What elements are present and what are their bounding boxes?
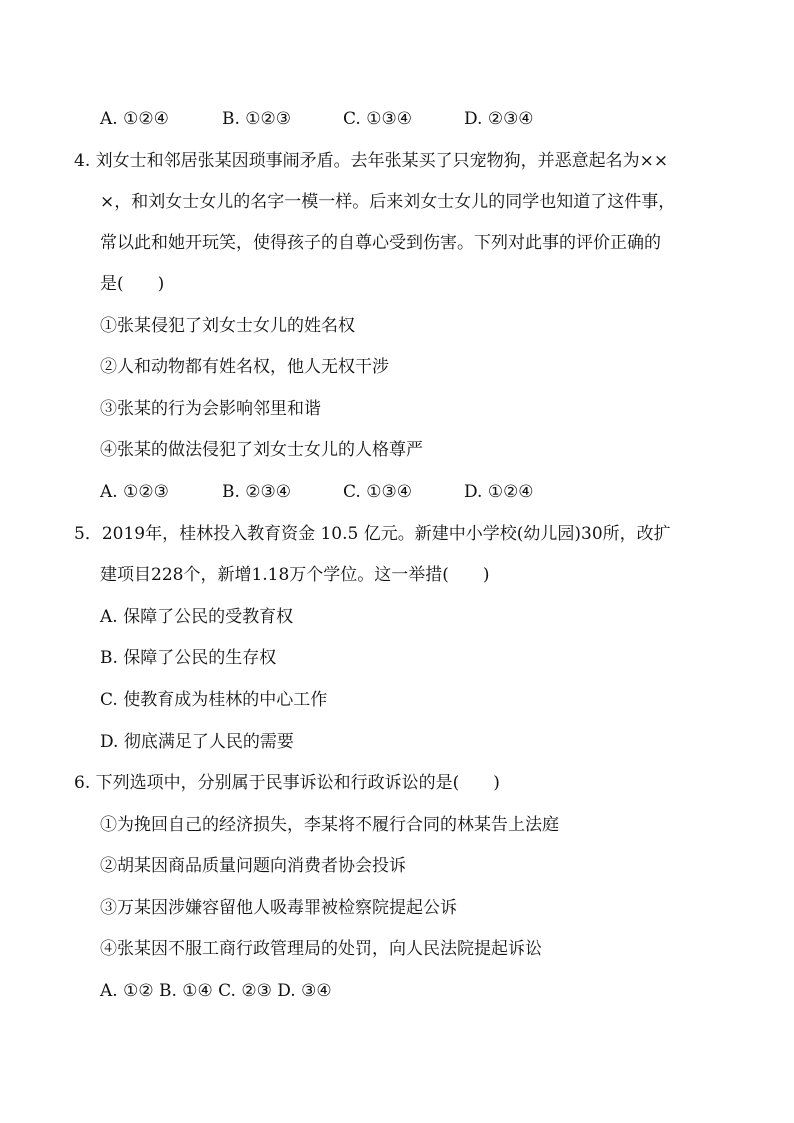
q3-option-a: A. ①②④ (100, 109, 169, 129)
q4-item-4: ④张某的做法侵犯了刘女士女儿的人格尊严 (100, 440, 423, 460)
q4-option-d: D. ①②④ (464, 482, 534, 502)
q6-item-3: ③万某因涉嫌容留他人吸毒罪被检察院提起公诉 (100, 898, 457, 918)
q4-option-c: C. ①③④ (343, 482, 412, 502)
q5-option-a: A. 保障了公民的受教育权 (100, 607, 294, 627)
q4-stem-line-2: ×，和刘女士女儿的名字一模一样。后来刘女士女儿的同学也知道了这件事， (100, 192, 676, 212)
q5-stem-line-2: 建项目228个，新增1.18万个学位。这一举措( ) (100, 565, 490, 585)
q4-stem-line-4: 是( ) (100, 274, 165, 294)
q5-option-b: B. 保障了公民的生存权 (100, 648, 277, 668)
q6-item-2: ②胡某因商品质量问题向消费者协会投诉 (100, 856, 406, 876)
q4-item-1: ①张某侵犯了刘女士女儿的姓名权 (100, 316, 355, 336)
q6-stem-line-1: 6. 下列选项中，分别属于民事诉讼和行政诉讼的是( ) (74, 773, 500, 793)
q3-option-c: C. ①③④ (343, 109, 412, 129)
q5-option-d: D. 彻底满足了人民的需要 (100, 732, 294, 752)
q4-option-a: A. ①②③ (100, 482, 169, 502)
q4-stem-line-3: 常以此和她开玩笑，使得孩子的自尊心受到伤害。下列对此事的评价正确的 (100, 233, 661, 253)
q5-stem-line-1: 5．2019年，桂林投入教育资金 10.5 亿元。新建中小学校(幼儿园)30所，改扩 (74, 524, 671, 544)
q4-item-2: ②人和动物都有姓名权，他人无权干涉 (100, 357, 389, 377)
q3-option-b: B. ①②③ (222, 109, 292, 129)
q6-item-1: ①为挽回自己的经济损失，李某将不履行合同的林某告上法庭 (100, 815, 559, 835)
q4-stem-line-1: 4. 刘女士和邻居张某因琐事闹矛盾。去年张某买了只宠物狗，并恶意起名为×× (74, 151, 669, 171)
q4-option-b: B. ②③④ (222, 482, 292, 502)
q5-option-c: C. 使教育成为桂林的中心工作 (100, 690, 328, 710)
q4-item-3: ③张某的行为会影响邻里和谐 (100, 399, 321, 419)
q3-option-d: D. ②③④ (464, 109, 534, 129)
q6-options: A. ①② B. ①④ C. ②③ D. ③④ (100, 981, 332, 1001)
q6-item-4: ④张某因不服工商行政管理局的处罚，向人民法院提起诉讼 (100, 939, 542, 959)
